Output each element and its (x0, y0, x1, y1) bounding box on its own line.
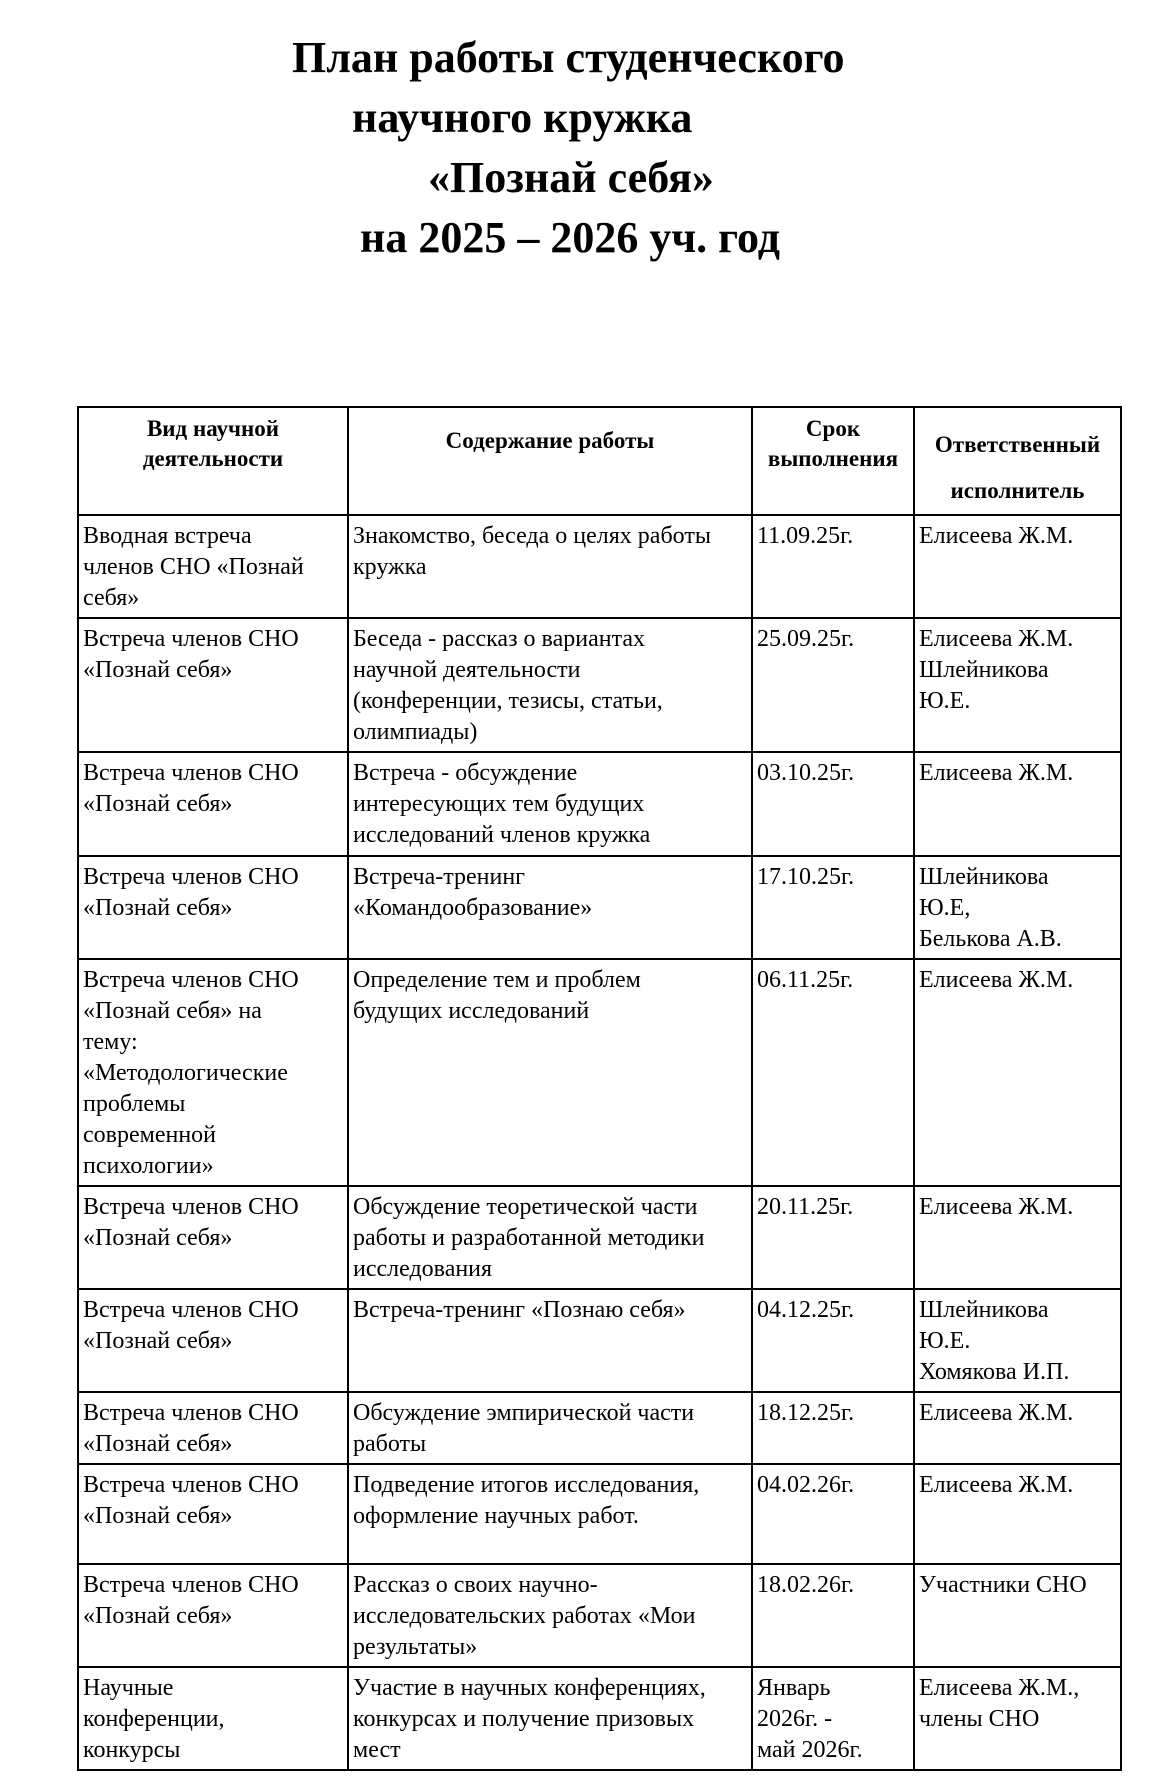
cell-content: Беседа - рассказ о вариантах научной деятельности (конференции, тезисы, статьи, олимпиады) (348, 618, 752, 752)
cell-responsible: Елисеева Ж.М. (914, 515, 1121, 618)
work-plan-table (77, 406, 1122, 1771)
cell-activity: Встреча членов СНО «Познай себя» (78, 1289, 348, 1392)
cell-responsible: Шлейникова Ю.Е. Хомякова И.П. (914, 1289, 1121, 1392)
cell-activity: Встреча членов СНО «Познай себя» (78, 1564, 348, 1667)
cell-deadline: 18.02.26г. (752, 1564, 914, 1667)
table-header-row (78, 407, 1121, 515)
table-row (78, 1564, 1121, 1667)
cell-responsible: Участники СНО (914, 1564, 1121, 1667)
table-row (78, 752, 1121, 856)
table-row (78, 1464, 1121, 1564)
cell-responsible: Елисеева Ж.М. (914, 1392, 1121, 1464)
cell-activity: Вводная встреча членов СНО «Познай себя» (78, 515, 348, 618)
cell-content: Подведение итогов исследования, оформление научных работ. (348, 1464, 752, 1564)
cell-deadline: 06.11.25г. (752, 959, 914, 1186)
cell-deadline: 25.09.25г. (752, 618, 914, 752)
cell-responsible: Елисеева Ж.М. (914, 752, 1121, 856)
header-responsible: Ответственный исполнитель (914, 407, 1121, 515)
cell-deadline: 03.10.25г. (752, 752, 914, 856)
title-line-2: научного кружка (352, 93, 693, 142)
table-row (78, 515, 1121, 618)
cell-content: Обсуждение эмпирической части работы (348, 1392, 752, 1464)
table-row (78, 1289, 1121, 1392)
cell-content: Встреча-тренинг «Командообразование» (348, 856, 752, 959)
cell-activity: Встреча членов СНО «Познай себя» (78, 1186, 348, 1289)
table-row (78, 959, 1121, 1186)
title-line-4: на 2025 – 2026 уч. год (360, 213, 781, 262)
document-title (0, 28, 1172, 268)
cell-activity: Научные конференции, конкурсы (78, 1667, 348, 1770)
table-row (78, 1667, 1121, 1770)
cell-content: Обсуждение теоретической части работы и разработанной методики исследования (348, 1186, 752, 1289)
cell-responsible: Елисеева Ж.М. (914, 959, 1121, 1186)
title-line-1: План работы студенческого (292, 33, 845, 82)
title-line-3: «Познай себя» (428, 153, 714, 202)
cell-activity: Встреча членов СНО «Познай себя» (78, 618, 348, 752)
cell-activity: Встреча членов СНО «Познай себя» на тему: «Методологические проблемы современной психологии» (78, 959, 348, 1186)
cell-activity: Встреча членов СНО «Познай себя» (78, 1392, 348, 1464)
cell-content: Участие в научных конференциях, конкурсах и получение призовых мест (348, 1667, 752, 1770)
cell-activity: Встреча членов СНО «Познай себя» (78, 752, 348, 856)
cell-deadline: 04.12.25г. (752, 1289, 914, 1392)
cell-activity: Встреча членов СНО «Познай себя» (78, 1464, 348, 1564)
cell-content: Встреча - обсуждение интересующих тем будущих исследований членов кружка (348, 752, 752, 856)
cell-responsible: Елисеева Ж.М. (914, 1186, 1121, 1289)
cell-responsible: Елисеева Ж.М. Шлейникова Ю.Е. (914, 618, 1121, 752)
header-deadline: Срок выполнения (752, 407, 914, 515)
cell-deadline: 18.12.25г. (752, 1392, 914, 1464)
cell-content: Встреча-тренинг «Познаю себя» (348, 1289, 752, 1392)
table-row (78, 618, 1121, 752)
cell-content: Определение тем и проблем будущих исследований (348, 959, 752, 1186)
cell-responsible: Елисеева Ж.М., члены СНО (914, 1667, 1121, 1770)
header-activity-type: Вид научной деятельности (78, 407, 348, 515)
cell-deadline: 17.10.25г. (752, 856, 914, 959)
cell-deadline: Январь 2026г. - май 2026г. (752, 1667, 914, 1770)
header-work-content: Содержание работы (348, 407, 752, 515)
cell-responsible: Елисеева Ж.М. (914, 1464, 1121, 1564)
table-row (78, 1186, 1121, 1289)
cell-content: Знакомство, беседа о целях работы кружка (348, 515, 752, 618)
cell-deadline: 04.02.26г. (752, 1464, 914, 1564)
cell-activity: Встреча членов СНО «Познай себя» (78, 856, 348, 959)
cell-deadline: 20.11.25г. (752, 1186, 914, 1289)
table-row (78, 856, 1121, 959)
cell-content: Рассказ о своих научно- исследовательских работах «Мои результаты» (348, 1564, 752, 1667)
cell-responsible: Шлейникова Ю.Е, Белькова А.В. (914, 856, 1121, 959)
table-row (78, 1392, 1121, 1464)
cell-deadline: 11.09.25г. (752, 515, 914, 618)
